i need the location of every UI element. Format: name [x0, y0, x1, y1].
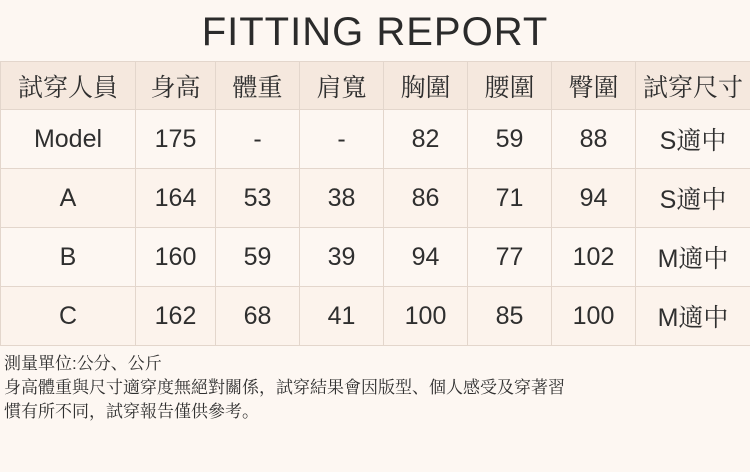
- column-header-height: 身高: [136, 62, 216, 110]
- cell-hip: 100: [552, 287, 636, 346]
- cell-shoulder: -: [300, 110, 384, 169]
- cell-bust: 86: [384, 169, 468, 228]
- column-header-bust: 胸圍: [384, 62, 468, 110]
- table-row: [1, 110, 750, 169]
- cell-waist: 77: [468, 228, 552, 287]
- table-row: [1, 169, 750, 228]
- cell-person: Model: [1, 110, 136, 169]
- cell-shoulder: 38: [300, 169, 384, 228]
- cell-shoulder: 41: [300, 287, 384, 346]
- footnote-unit: 測量單位:公分、公斤: [4, 354, 162, 373]
- cell-height: 164: [136, 169, 216, 228]
- footnotes: [0, 346, 750, 424]
- cell-hip: 88: [552, 110, 636, 169]
- fitting-report-table: [0, 61, 750, 346]
- cell-weight: -: [216, 110, 300, 169]
- table-header-row: [1, 62, 750, 110]
- cell-height: 160: [136, 228, 216, 287]
- column-header-person: 試穿人員: [1, 62, 136, 110]
- cell-waist: 71: [468, 169, 552, 228]
- cell-bust: 100: [384, 287, 468, 346]
- column-header-waist: 腰圍: [468, 62, 552, 110]
- cell-weight: 68: [216, 287, 300, 346]
- footnote-disclaimer-line1: 身高體重與尺寸適穿度無絕對關係，試穿結果會因版型、個人感受及穿著習: [4, 378, 565, 398]
- cell-person: B: [1, 228, 136, 287]
- cell-size: S適中: [636, 169, 750, 228]
- cell-weight: 59: [216, 228, 300, 287]
- column-header-hip: 臀圍: [552, 62, 636, 110]
- cell-size: S適中: [636, 110, 750, 169]
- cell-bust: 94: [384, 228, 468, 287]
- cell-height: 162: [136, 287, 216, 346]
- table-header: [1, 62, 750, 110]
- page-title: FITTING REPORT: [201, 10, 549, 54]
- cell-waist: 59: [468, 110, 552, 169]
- cell-waist: 85: [468, 287, 552, 346]
- footnote-disclaimer-line2: 慣有所不同，試穿報告僅供參考。: [4, 402, 259, 422]
- cell-bust: 82: [384, 110, 468, 169]
- cell-height: 175: [136, 110, 216, 169]
- table-body: [1, 110, 750, 346]
- cell-person: A: [1, 169, 136, 228]
- cell-person: C: [1, 287, 136, 346]
- table-row: [1, 287, 750, 346]
- cell-size: M適中: [636, 228, 750, 287]
- cell-hip: 102: [552, 228, 636, 287]
- cell-size: M適中: [636, 287, 750, 346]
- column-header-weight: 體重: [216, 62, 300, 110]
- table-row: [1, 228, 750, 287]
- cell-hip: 94: [552, 169, 636, 228]
- column-header-shoulder: 肩寬: [300, 62, 384, 110]
- cell-weight: 53: [216, 169, 300, 228]
- cell-shoulder: 39: [300, 228, 384, 287]
- column-header-size: 試穿尺寸: [636, 62, 750, 110]
